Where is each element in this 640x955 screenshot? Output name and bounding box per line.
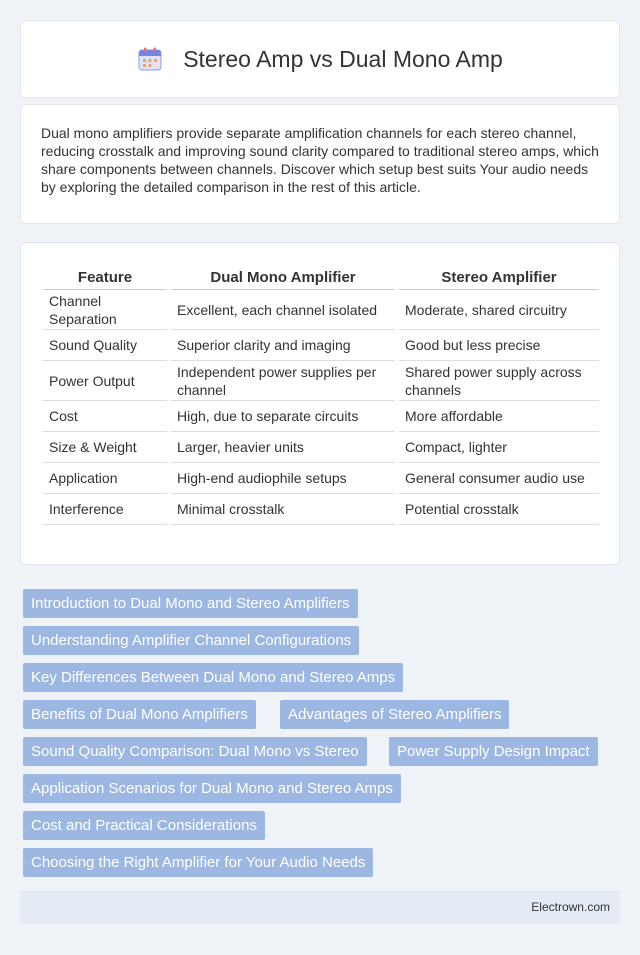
table-cell: Excellent, each channel isolated (169, 290, 397, 330)
table-cell: Shared power supply across channels (397, 361, 599, 401)
table-cell: General consumer audio use (397, 463, 599, 494)
link-tag[interactable]: Cost and Practical Considerations (23, 811, 265, 840)
table-row (43, 290, 599, 330)
table-row (43, 330, 599, 361)
table-cell: Independent power supplies per channel (169, 361, 397, 401)
table-row (43, 361, 599, 401)
table-cell: Interference (43, 494, 169, 525)
table-cell: Application (43, 463, 169, 494)
table-cell: Larger, heavier units (169, 432, 397, 463)
table-cell: Power Output (43, 361, 169, 401)
table-header-stereo: Stereo Amplifier (397, 265, 599, 290)
table-cell: More affordable (397, 401, 599, 432)
link-tag[interactable]: Key Differences Between Dual Mono and Stereo Amps (23, 663, 403, 692)
table-cell: Minimal crosstalk (169, 494, 397, 525)
table-cell: Compact, lighter (397, 432, 599, 463)
link-tag[interactable]: Advantages of Stereo Amplifiers (280, 700, 509, 729)
table-row (43, 463, 599, 494)
table-cell: Good but less precise (397, 330, 599, 361)
title-wrap (137, 46, 503, 73)
link-tag[interactable]: Introduction to Dual Mono and Stereo Amplifiers (23, 589, 358, 618)
footer (20, 891, 620, 924)
table-row (43, 494, 599, 525)
intro-card (20, 104, 620, 224)
link-tag[interactable]: Choosing the Right Amplifier for Your Audio Needs (23, 848, 373, 877)
table-cell: Sound Quality (43, 330, 169, 361)
table-cell: Moderate, shared circuitry (397, 290, 599, 330)
table-cell: Potential crosstalk (397, 494, 599, 525)
comparison-table-card (20, 242, 620, 565)
table-cell: High, due to separate circuits (169, 401, 397, 432)
intro-text: Dual mono amplifiers provide separate amplification channels for each stereo channel, reducing crosstalk and improving sound clarity compared to traditional stereo amps, which share components between channels. Discover which setup best suits Your audio needs by exploring the detailed comparison in the rest of this article. (41, 125, 599, 195)
calendar-icon (137, 46, 163, 72)
link-tag[interactable]: Benefits of Dual Mono Amplifiers (23, 700, 256, 729)
table-cell: Superior clarity and imaging (169, 330, 397, 361)
link-tag[interactable]: Sound Quality Comparison: Dual Mono vs Stereo (23, 737, 367, 766)
table-cell: Cost (43, 401, 169, 432)
link-tag[interactable]: Understanding Amplifier Channel Configurations (23, 626, 359, 655)
table-header-dual-mono: Dual Mono Amplifier (169, 265, 397, 290)
footer-text: Electrown.com (531, 900, 610, 914)
header-card (20, 20, 620, 98)
table-header-row (43, 265, 599, 290)
link-tag[interactable]: Application Scenarios for Dual Mono and Stereo Amps (23, 774, 401, 803)
table-row (43, 401, 599, 432)
link-tag[interactable]: Power Supply Design Impact (389, 737, 598, 766)
table-row (43, 432, 599, 463)
table-cell: Size & Weight (43, 432, 169, 463)
table-header-feature: Feature (43, 265, 169, 290)
table-cell: High-end audiophile setups (169, 463, 397, 494)
page-title: Stereo Amp vs Dual Mono Amp (183, 45, 503, 72)
comparison-table (43, 265, 599, 525)
table-cell: Channel Separation (43, 290, 169, 330)
